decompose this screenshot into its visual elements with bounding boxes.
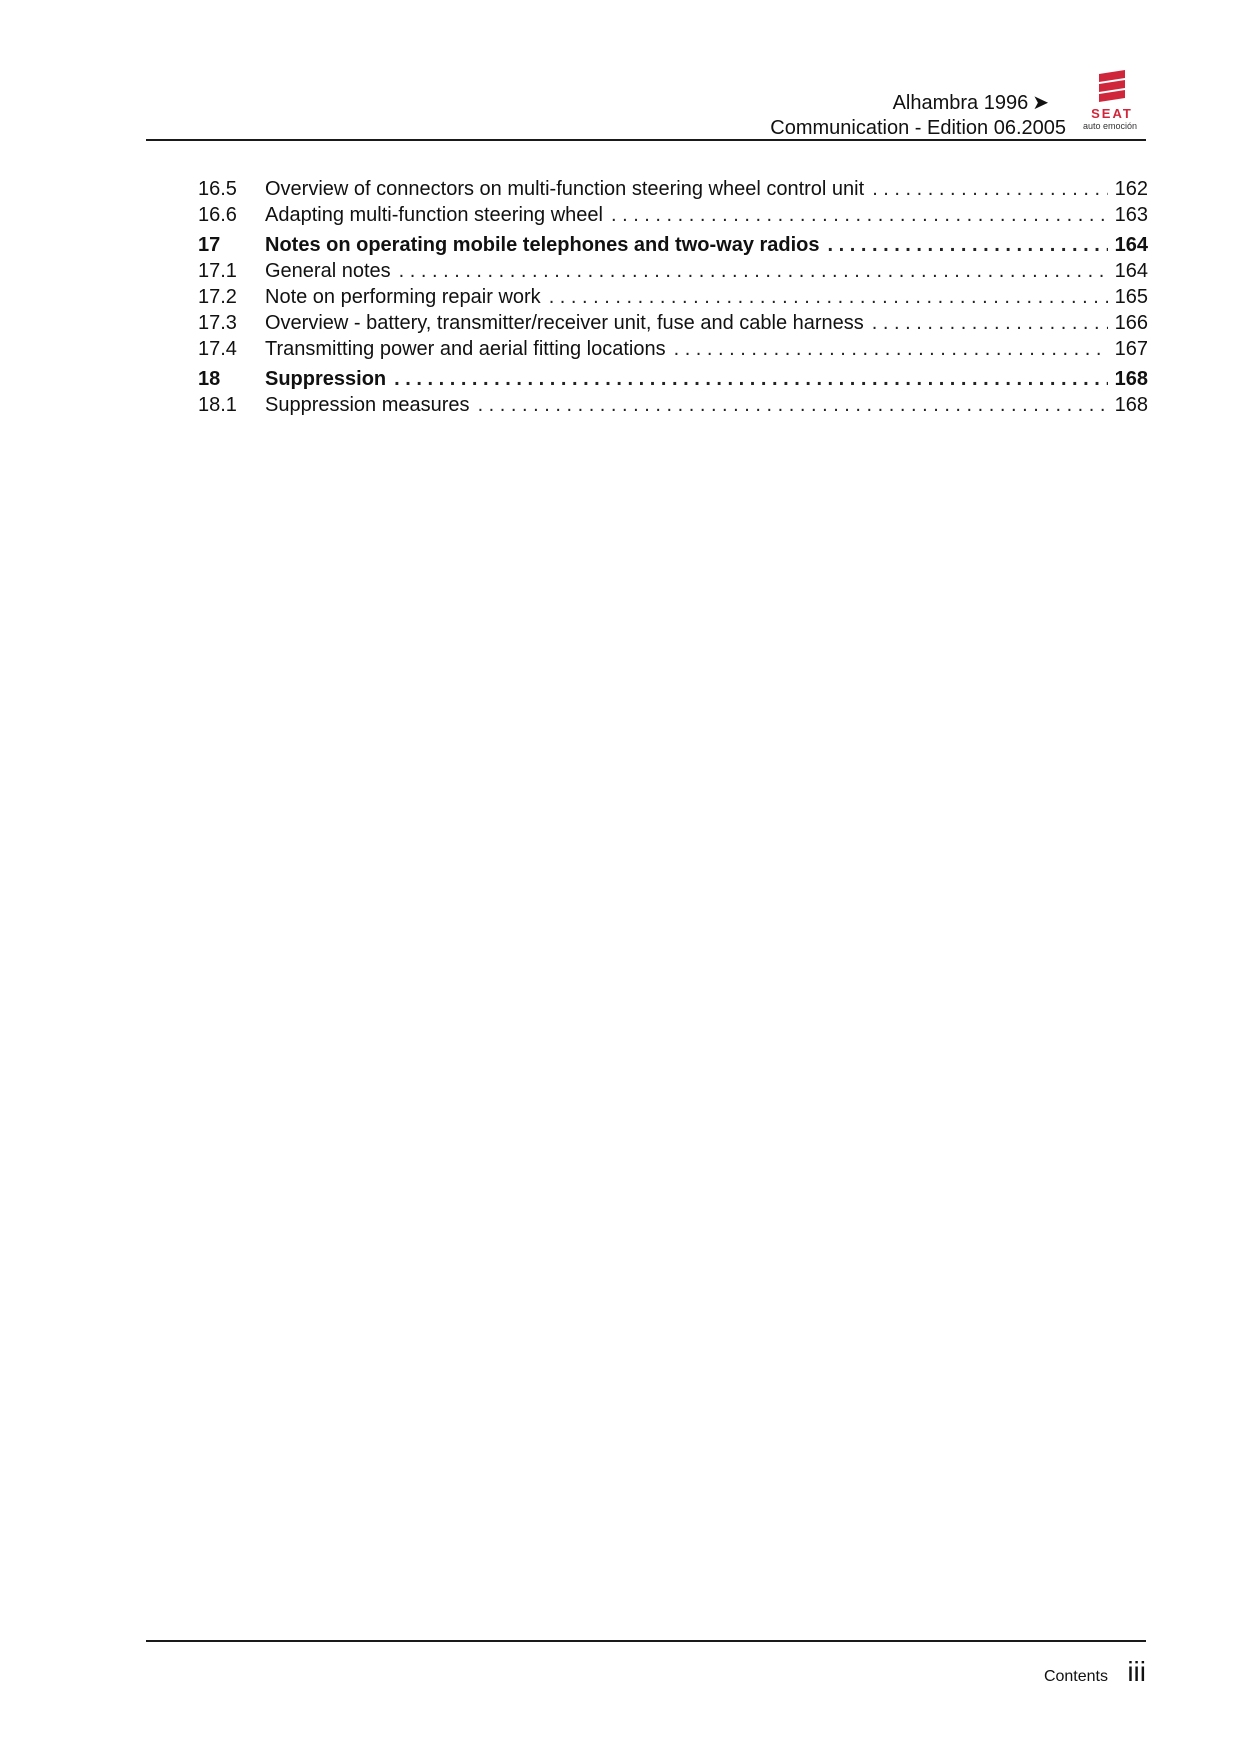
toc-entry[interactable] xyxy=(198,232,1148,258)
seat-logo xyxy=(1074,70,1146,132)
seat-wordmark: SEAT xyxy=(1091,106,1133,121)
toc-dot-leader xyxy=(478,392,1108,418)
toc-entry-title: Adapting multi-function steering wheel xyxy=(265,204,603,226)
toc-entry-title: Transmitting power and aerial fitting locations xyxy=(265,338,666,360)
toc-entry-number: 16.6 xyxy=(198,204,237,226)
toc-dot-leader xyxy=(674,336,1108,362)
table-of-contents xyxy=(198,176,1148,418)
toc-entry-title: Suppression measures xyxy=(265,394,470,416)
toc-entry[interactable] xyxy=(198,176,1148,202)
toc-entry[interactable] xyxy=(198,366,1148,392)
toc-entry-page: 167 xyxy=(1114,338,1148,360)
toc-entry-page: 168 xyxy=(1114,394,1148,416)
toc-entry-number: 17.3 xyxy=(198,312,237,334)
toc-dot-leader xyxy=(872,310,1108,336)
toc-dot-leader xyxy=(549,284,1108,310)
toc-entry-title: Note on performing repair work xyxy=(265,286,541,308)
toc-entry-title: General notes xyxy=(265,260,391,282)
toc-entry-number: 18 xyxy=(198,368,221,390)
toc-entry[interactable] xyxy=(198,336,1148,362)
toc-entry-title: Notes on operating mobile telephones and two-way radios xyxy=(265,234,820,256)
toc-entry-number: 17.2 xyxy=(198,286,237,308)
header-subtitle: Communication - Edition 06.2005 xyxy=(770,117,1066,139)
footer-label: Contents xyxy=(1043,1668,1108,1685)
seat-tagline: auto emoción xyxy=(1082,121,1138,131)
toc-dot-leader xyxy=(828,232,1108,258)
toc-entry[interactable] xyxy=(198,258,1148,284)
toc-dot-leader xyxy=(611,202,1108,228)
toc-entry-number: 17.1 xyxy=(198,260,237,282)
toc-entry-title: Overview - battery, transmitter/receiver unit, fuse and cable harness xyxy=(265,312,864,334)
footer-page-number: iii xyxy=(1127,1656,1146,1687)
toc-entry-title: Suppression xyxy=(265,368,387,390)
toc-entry-page: 166 xyxy=(1114,312,1148,334)
toc-entry-page: 164 xyxy=(1114,234,1148,256)
toc-entry-number: 16.5 xyxy=(198,178,237,200)
toc-dot-leader xyxy=(872,176,1108,202)
toc-dot-leader xyxy=(399,258,1108,284)
toc-entry-number: 18.1 xyxy=(198,394,237,416)
toc-entry-page: 165 xyxy=(1114,286,1148,308)
toc-entry-number: 17.4 xyxy=(198,338,237,360)
arrow-right-icon: ➤ xyxy=(1032,92,1049,114)
footer-rule xyxy=(146,1640,1146,1642)
toc-entry-page: 168 xyxy=(1114,368,1148,390)
seat-emblem-icon xyxy=(1097,70,1127,106)
toc-entry-page: 164 xyxy=(1114,260,1148,282)
toc-entry[interactable] xyxy=(198,392,1148,418)
toc-entry-page: 162 xyxy=(1114,178,1148,200)
toc-entry-title: Overview of connectors on multi-function steering wheel control unit xyxy=(265,178,865,200)
toc-entry[interactable] xyxy=(198,310,1148,336)
header-rule xyxy=(146,139,1146,141)
toc-entry[interactable] xyxy=(198,202,1148,228)
toc-entry-page: 163 xyxy=(1114,204,1148,226)
toc-entry[interactable] xyxy=(198,284,1148,310)
toc-entry-number: 17 xyxy=(198,234,221,256)
toc-dot-leader xyxy=(394,366,1108,392)
header-title: Alhambra 1996 ➤ xyxy=(892,92,1049,114)
